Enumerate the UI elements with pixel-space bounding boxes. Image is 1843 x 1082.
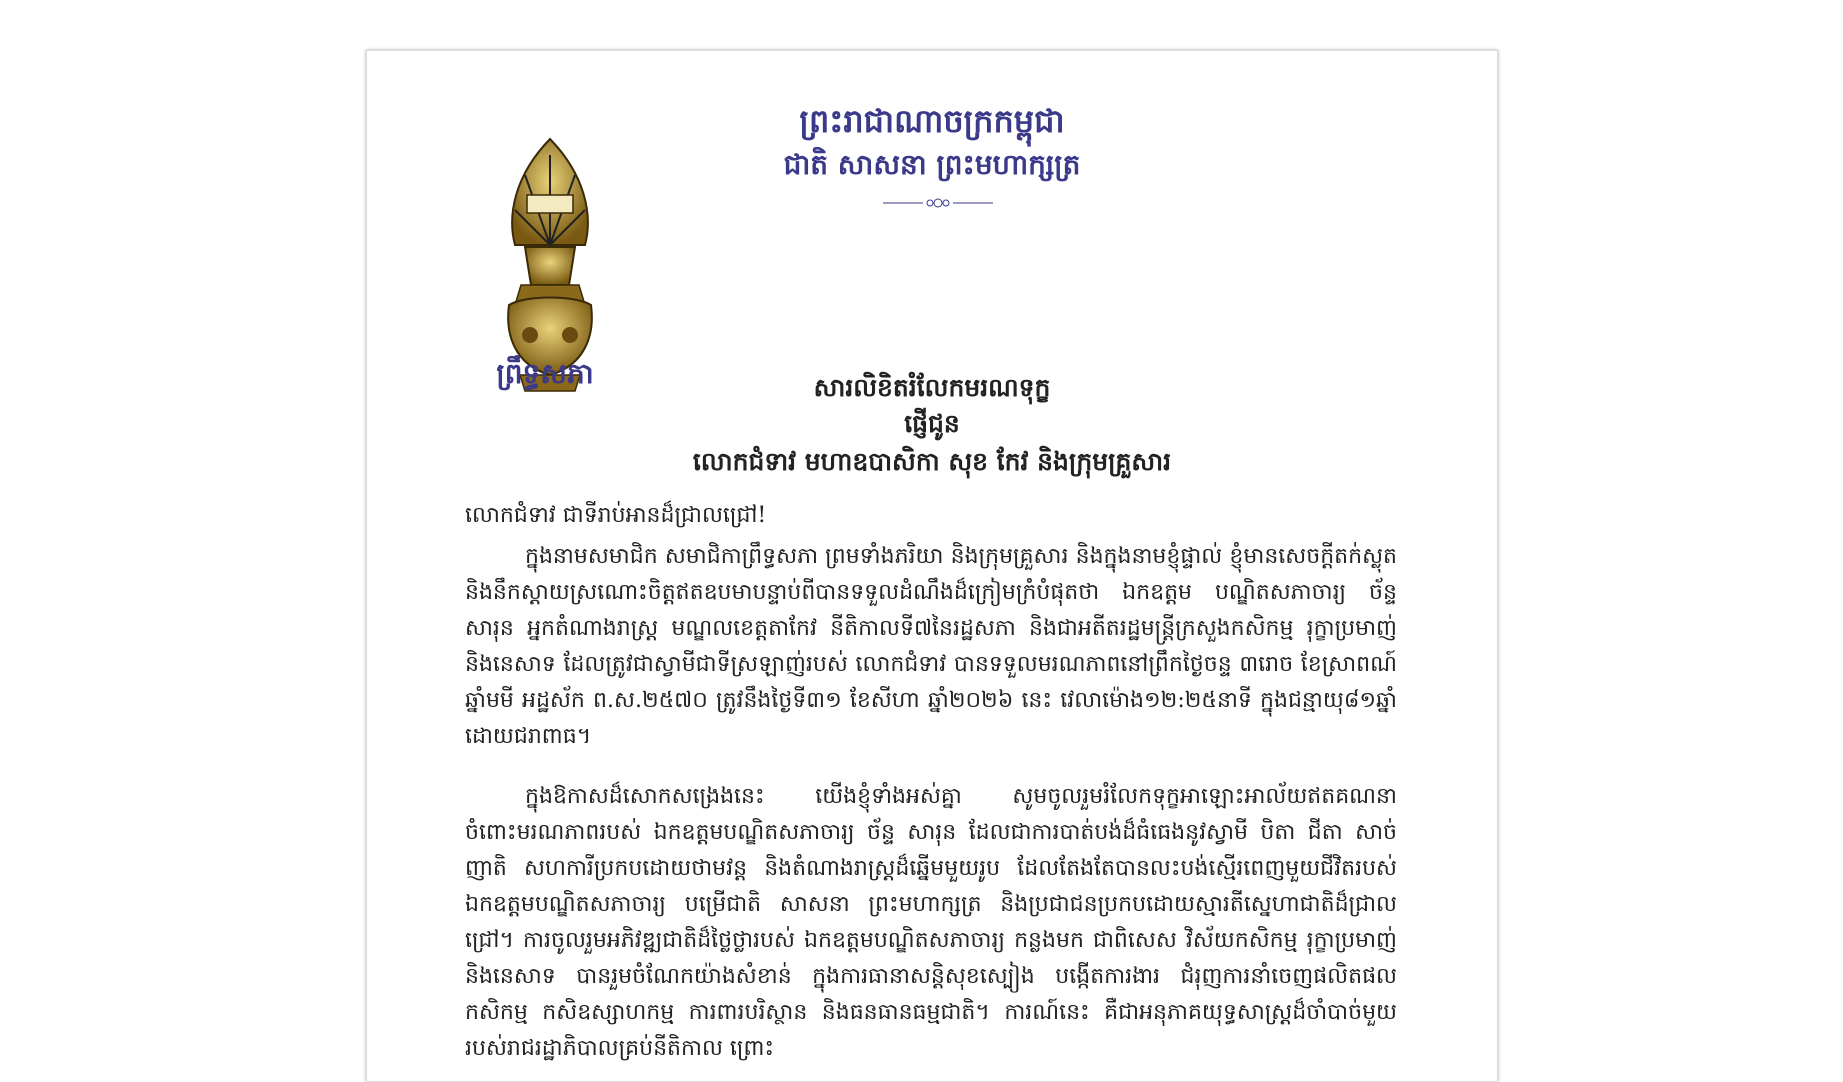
salutation: លោកជំទាវ ជាទីរាប់អានដ៏ជ្រាលជ្រៅ! bbox=[465, 503, 767, 528]
body-paragraph-1: ក្នុងនាមសមាជិក សមាជិកាព្រឹទ្ធសភា ព្រមទាំងភរិយា និងក្រុមគ្រួសារ និងក្នុងនាមខ្ញុំផ្ទាល់ ខ្ញុំមានសេចក្តីតក់ស្លុត និងនឹកស្តាយស្រណោះចិត្តឥតឧបមាបន្ទាប់ពីបានទទួលដំណឹងដ៏ក្រៀមក្រំបំផុតថា ឯកឧត្តម បណ្ឌិតសភាចារ្យ ច័ន្ទ សារុន អ្នកតំណាងរាស្ត្រ មណ្ឌលខេត្តតាកែវ នីតិកាលទី៧នៃរដ្ឋសភា និងជាអតីតរដ្ឋមន្ត្រីក្រសួងកសិកម្ម រុក្ខាប្រមាញ់ និងនេសាទ ដែលត្រូវជាស្វាមីជាទីស្រឡាញ់របស់ លោកជំទាវ បានទទួលមរណភាពនៅព្រឹកថ្ងៃចន្ទ ៣រោច ខែស្រាពណ៍ ឆ្នាំមមី អដ្ឋស័ក ព.ស.២៥៧០ ត្រូវនឹងថ្ងៃទី៣១ ខែសីហា ឆ្នាំ២០២៦ នេះ វេលាម៉ោង១២:២៥នាទី ក្នុងជន្មាយុ៨១ឆ្នាំ ដោយជរាពាធ។ bbox=[465, 544, 1397, 749]
letter-recipient: លោកជំទាវ មហាឧបាសិកា សុខ កែវ និងក្រុមគ្រួសារ bbox=[692, 447, 1172, 476]
national-motto: ជាតិ សាសនា ព្រះមហាក្សត្រ bbox=[783, 148, 1081, 181]
kingdom-heading: ព្រះរាជាណាចក្រកម្ពុជា bbox=[799, 102, 1065, 140]
institution-name: ព្រឹទ្ធសភា bbox=[496, 357, 594, 390]
letter-page bbox=[366, 50, 1498, 1082]
letter-title: សារលិខិតរំលែកមរណទុក្ខ bbox=[813, 373, 1051, 402]
letter-title-sent-to: ផ្ញើជូន bbox=[904, 409, 960, 438]
ornament-divider bbox=[883, 195, 993, 211]
body-paragraph-2: ក្នុងឱកាសដ៏សោកសង្រេងនេះ យើងខ្ញុំទាំងអស់គ្នា សូមចូលរួមរំលែកទុក្ខអាឡោះអាល័យឥតគណនា ចំពោះមរណភាពរបស់ ឯកឧត្តមបណ្ឌិតសភាចារ្យ ច័ន្ទ សារុន ដែលជាការបាត់បង់ដ៏ធំធេងនូវស្វាមី បិតា ជីតា សាច់ញាតិ សហការីប្រកបដោយថាមវន្ត និងតំណាងរាស្ត្រដ៏ឆ្នើមមួយរូប ដែលតែងតែបានលះបង់ស្មើរពេញមួយជីវិតរបស់ ឯកឧត្តមបណ្ឌិតសភាចារ្យ បម្រើជាតិ សាសនា ព្រះមហាក្សត្រ និងប្រជាជនប្រកបដោយស្មារតីស្នេហាជាតិដ៏ជ្រាលជ្រៅ។ ការចូលរួមអភិវឌ្ឍជាតិដ៏ថ្លៃថ្លារបស់ ឯកឧត្តមបណ្ឌិតសភាចារ្យ កន្លងមក ជាពិសេស វិស័យកសិកម្ម រុក្ខាប្រមាញ់ និងនេសាទ បានរួមចំណែកយ៉ាងសំខាន់ ក្នុងការធានាសន្តិសុខស្បៀង បង្កើតការងារ ជំរុញការនាំចេញផលិតផលកសិកម្ម កសិឧស្សាហកម្ម ការពារបរិស្ថាន និងធនធានធម្មជាតិ។ ការណ៍នេះ គឺជាអនុភាគយុទ្ធសាស្ត្រដ៏ចាំបាច់មួយរបស់រាជរដ្ឋាភិបាលគ្រប់នីតិកាល ព្រោះ bbox=[465, 784, 1397, 1061]
